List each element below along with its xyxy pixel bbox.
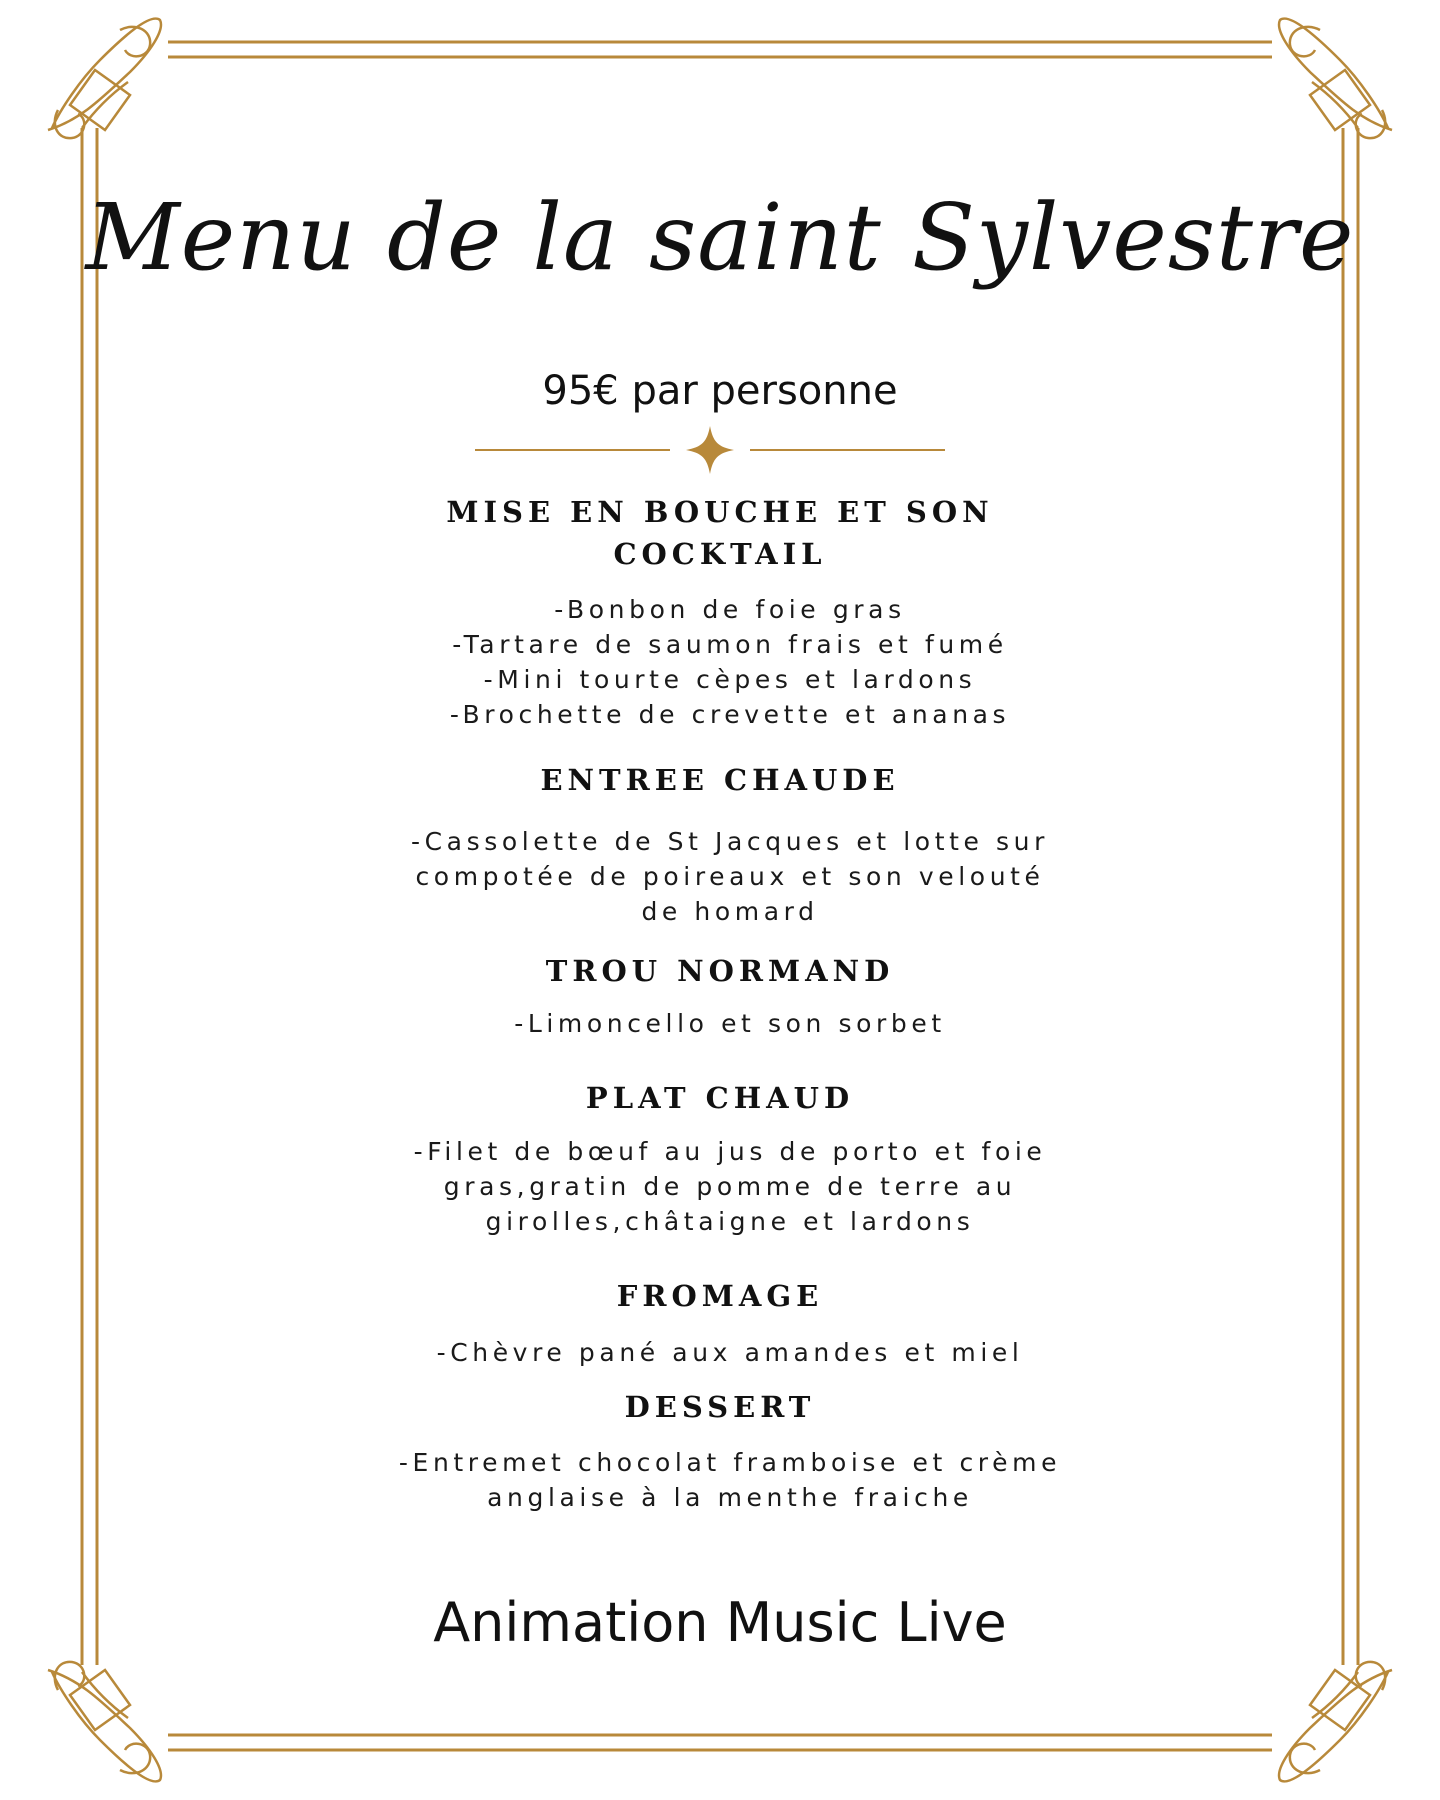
menu-item: -Chèvre pané aux amandes et miel xyxy=(436,1338,1024,1367)
section-heading-line: FROMAGE xyxy=(616,1279,824,1313)
menu-item: girolles,châtaigne et lardons xyxy=(485,1207,975,1236)
section-items-mise-en-bouche xyxy=(350,592,1110,732)
section-heading-line: PLAT CHAUD xyxy=(585,1081,855,1115)
menu-item: -Limoncello et son sorbet xyxy=(514,1009,946,1038)
section-heading-line: ENTREE CHAUDE xyxy=(540,763,900,797)
section-heading-mise-en-bouche xyxy=(370,491,1070,575)
section-items-trou-normand xyxy=(350,1006,1110,1041)
star-divider xyxy=(470,420,950,480)
menu-item: -Entremet chocolat framboise et crème xyxy=(398,1448,1062,1477)
section-heading-fromage xyxy=(370,1275,1070,1317)
menu-item: anglaise à la menthe fraiche xyxy=(487,1483,973,1512)
corner-ornament-top-right xyxy=(1279,19,1392,139)
menu-item: -Brochette de crevette et ananas xyxy=(449,700,1011,729)
menu-item: -Cassolette de St Jacques et lotte sur xyxy=(411,827,1049,856)
menu-item: -Tartare de saumon frais et fumé xyxy=(452,630,1008,659)
price-per-person: 95€ par personne xyxy=(542,368,898,414)
corner-ornament-bottom-left xyxy=(48,1662,161,1782)
section-items-dessert xyxy=(350,1445,1110,1515)
section-items-entree-chaude xyxy=(350,824,1110,929)
section-heading-trou-normand xyxy=(370,950,1070,992)
section-heading-line: COCKTAIL xyxy=(613,537,827,571)
corner-ornament-top-left xyxy=(48,19,161,139)
sparkle-icon xyxy=(686,426,734,474)
menu-item: de homard xyxy=(641,897,819,926)
menu-item: -Bonbon de foie gras xyxy=(554,595,906,624)
section-heading-entree-chaude xyxy=(370,759,1070,801)
section-heading-line: TROU NORMAND xyxy=(545,954,895,988)
menu-item: compotée de poireaux et son velouté xyxy=(415,862,1045,891)
section-heading-dessert xyxy=(370,1386,1070,1428)
section-heading-line: MISE EN BOUCHE ET SON xyxy=(446,495,994,529)
menu-item: gras,gratin de pomme de terre au xyxy=(443,1172,1017,1201)
menu-item: -Filet de bœuf au jus de porto et foie xyxy=(413,1137,1047,1166)
corner-ornament-bottom-right xyxy=(1279,1662,1392,1782)
section-items-plat-chaud xyxy=(350,1134,1110,1239)
menu-title: Menu de la saint Sylvestre xyxy=(85,184,1355,291)
section-heading-line: DESSERT xyxy=(624,1390,816,1424)
menu-item: -Mini tourte cèpes et lardons xyxy=(483,665,977,694)
section-items-fromage xyxy=(350,1335,1110,1370)
footer-animation: Animation Music Live xyxy=(433,1591,1007,1654)
section-heading-plat-chaud xyxy=(370,1077,1070,1119)
